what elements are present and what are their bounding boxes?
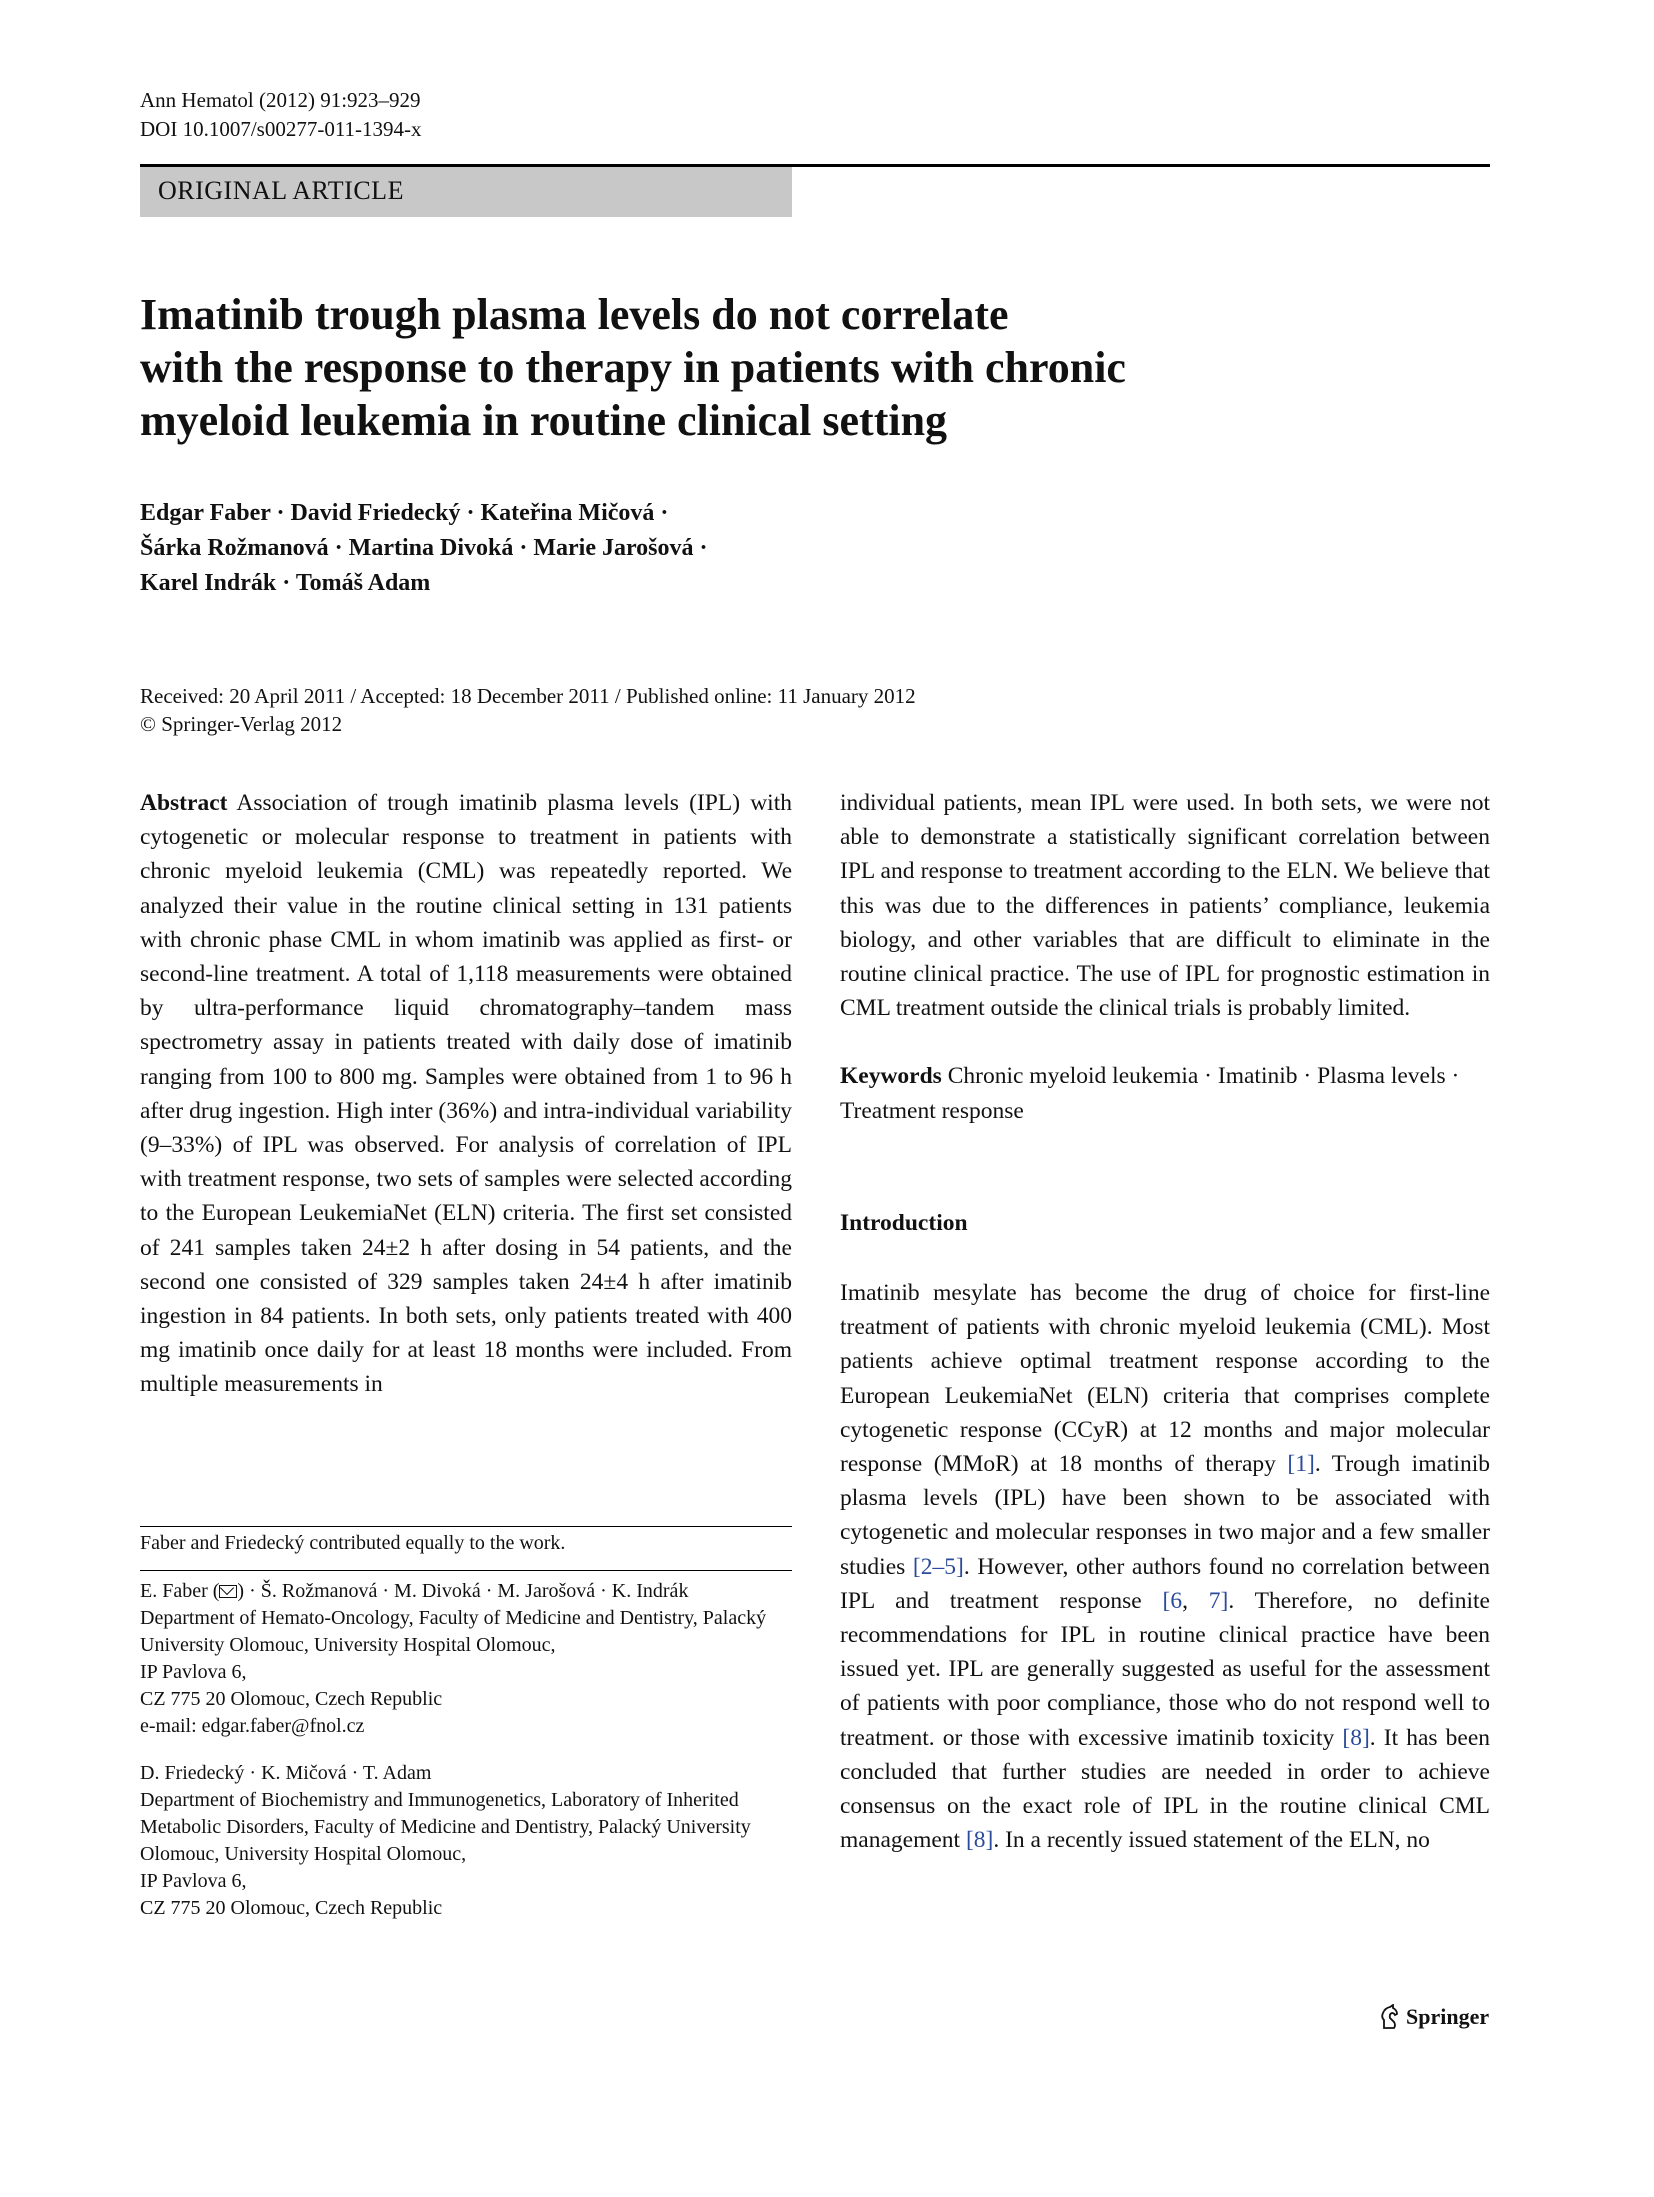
citation-link[interactable]: 7] <box>1208 1587 1229 1614</box>
affiliation-2 <box>140 1760 800 1922</box>
affiliation-rule <box>140 1570 792 1571</box>
affiliation-1-names-a: E. Faber ( <box>140 1580 220 1602</box>
journal-header <box>140 86 422 144</box>
affiliation-1-city: CZ 775 20 Olomouc, Czech Republic <box>140 1688 443 1710</box>
citation-link[interactable]: [2–5] <box>912 1553 964 1580</box>
citation-link[interactable]: [6 <box>1162 1587 1183 1614</box>
author-line: Karel Indrák · Tomáš Adam <box>140 570 431 596</box>
copyright-line: © Springer-Verlag 2012 <box>140 712 343 736</box>
dates-line: Received: 20 April 2011 / Accepted: 18 December 2011 / Published online: 11 January 2012 <box>140 684 916 708</box>
abstract-text-left: Association of trough imatinib plasma levels (IPL) with cytogenetic or molecular response to treatment in patients with chronic myeloid leukemia (CML) was repeatedly reported. We analyzed their value in the routine clinical setting in 131 patients with chronic phase CML in whom imatinib was applied as first- or second-line treatment. A total of 1,118 measurements were obtained by ultra-performance liquid chromatography–tandem mass spectrometry assay in patients treated with daily dose of imatinib ranging from 100 to 800 mg. Samples were obtained from 1 to 96 h after drug ingestion. High inter (36%) and intra-individual variability (9–33%) of IPL was observed. For analysis of correlation of IPL with treatment response, two sets of samples were selected according to the European LeukemiaNet (ELN) criteria. The first set consisted of 241 samples taken 24±2 h after dosing in 54 patients, and the second one consisted of 329 samples taken 24±4 h after imatinib ingestion in 84 patients. In both sets, only patients treated with 400 mg imatinib once daily for at least 18 months were included. From multiple measurements in <box>140 790 792 1398</box>
citation-link[interactable]: [8] <box>965 1827 994 1854</box>
section-badge-label: ORIGINAL ARTICLE <box>158 176 404 205</box>
keywords-label: Keywords <box>840 1063 942 1090</box>
publisher-name: Springer <box>1406 2004 1490 2029</box>
journal-doi: DOI 10.1007/s00277-011-1394-x <box>140 117 422 141</box>
keywords-paragraph <box>840 1059 1490 1127</box>
publisher-logo <box>1378 2004 1489 2030</box>
title-line: Imatinib trough plasma levels do not correlate <box>140 290 1009 339</box>
abstract-label: Abstract <box>140 790 228 816</box>
intro-text: . However, other authors found no correlation between IPL and treatment response <box>840 1553 1490 1614</box>
author-line: Edgar Faber · David Friedecký · Kateřina Mičová · <box>140 500 669 526</box>
affiliation-2-street: IP Pavlova 6, <box>140 1870 247 1892</box>
affiliations <box>140 1578 800 1942</box>
keywords-text: Chronic myeloid leukemia · Imatinib · Plasma levels · Treatment response <box>840 1063 1460 1124</box>
section-badge <box>140 167 792 217</box>
intro-text: . It has been concluded that further studies are needed in order to achieve consensus on the exact role of IPL in the routine clinical CML management <box>840 1724 1490 1854</box>
introduction-heading: Introduction <box>840 1209 968 1236</box>
affiliation-1-names-b: ) · Š. Rožmanová · M. Divoká · M. Jarošová · K. Indrák <box>237 1580 689 1602</box>
affiliation-2-dept: Department of Biochemistry and Immunogenetics, Laboratory of Inherited Metabolic Disorders, Faculty of Medicine and Dentistry, Palacký University Olomouc, University Hospital Olomouc, <box>140 1789 751 1865</box>
right-column <box>840 786 1490 1857</box>
mail-icon <box>219 1585 237 1598</box>
article-title <box>140 288 1390 447</box>
footnote-text: Faber and Friedecký contributed equally to the work. <box>140 1532 566 1554</box>
author-list <box>140 496 900 601</box>
affiliation-1-street: IP Pavlova 6, <box>140 1661 247 1683</box>
intro-text: . In a recently issued statement of the ELN, no <box>993 1827 1430 1854</box>
abstract-left-column <box>140 786 792 1402</box>
abstract-text-right: individual patients, mean IPL were used. In both sets, we were not able to demonstrate a statistically significant correlation between IPL and response to treatment according to the ELN. We believe that this was due to the differences in patients’ compliance, leukemia biology, and other variables that are difficult to eliminate in the routine clinical practice. The use of IPL for prognostic estimation in CML treatment outside the clinical trials is probably limited. <box>840 790 1490 1022</box>
citation-link[interactable]: [1] <box>1287 1451 1315 1478</box>
intro-text: . Trough imatinib plasma levels (IPL) have been shown to be associated with cytogenetic and molecular responses in two major and a few smaller studies <box>840 1451 1490 1580</box>
footnote-rule <box>140 1526 792 1527</box>
introduction-paragraph <box>840 1276 1490 1857</box>
citation-link[interactable]: [8] <box>1342 1724 1370 1751</box>
journal-citation: Ann Hematol (2012) 91:923–929 <box>140 88 421 112</box>
abstract-paragraph <box>140 786 792 1402</box>
affiliation-2-city: CZ 775 20 Olomouc, Czech Republic <box>140 1897 443 1919</box>
affiliation-1-dept: Department of Hemato-Oncology, Faculty of Medicine and Dentistry, Palacký University Olomouc, University Hospital Olomouc, <box>140 1607 767 1656</box>
affiliation-1-email[interactable]: e-mail: edgar.faber@fnol.cz <box>140 1715 365 1737</box>
intro-text: . Therefore, no definite recommendations for IPL in routine clinical practice have been issued yet. IPL are generally suggested as useful for the assessment of patients with poor compliance, those who do not respond well to treatment. or those with excessive imatinib toxicity <box>840 1587 1490 1751</box>
affiliation-1 <box>140 1578 800 1740</box>
intro-text: Imatinib mesylate has become the drug of choice for first-line treatment of patients with chronic myeloid leukemia (CML). Most patients achieve optimal treatment response according to the European LeukemiaNet (ELN) criteria that comprises complete cytogenetic response (CCyR) at 12 months and major molecular response (MMoR) at 18 months of therapy <box>840 1280 1490 1478</box>
publication-dates <box>140 682 1340 738</box>
springer-horse-icon <box>1378 2004 1400 2030</box>
intro-text: , <box>1182 1587 1209 1614</box>
affiliation-2-names: D. Friedecký · K. Mičová · T. Adam <box>140 1762 432 1784</box>
title-line: myeloid leukemia in routine clinical setting <box>140 396 948 445</box>
author-line: Šárka Rožmanová · Martina Divoká · Marie Jarošová · <box>140 535 708 561</box>
title-line: with the response to therapy in patients with chronic <box>140 343 1126 392</box>
